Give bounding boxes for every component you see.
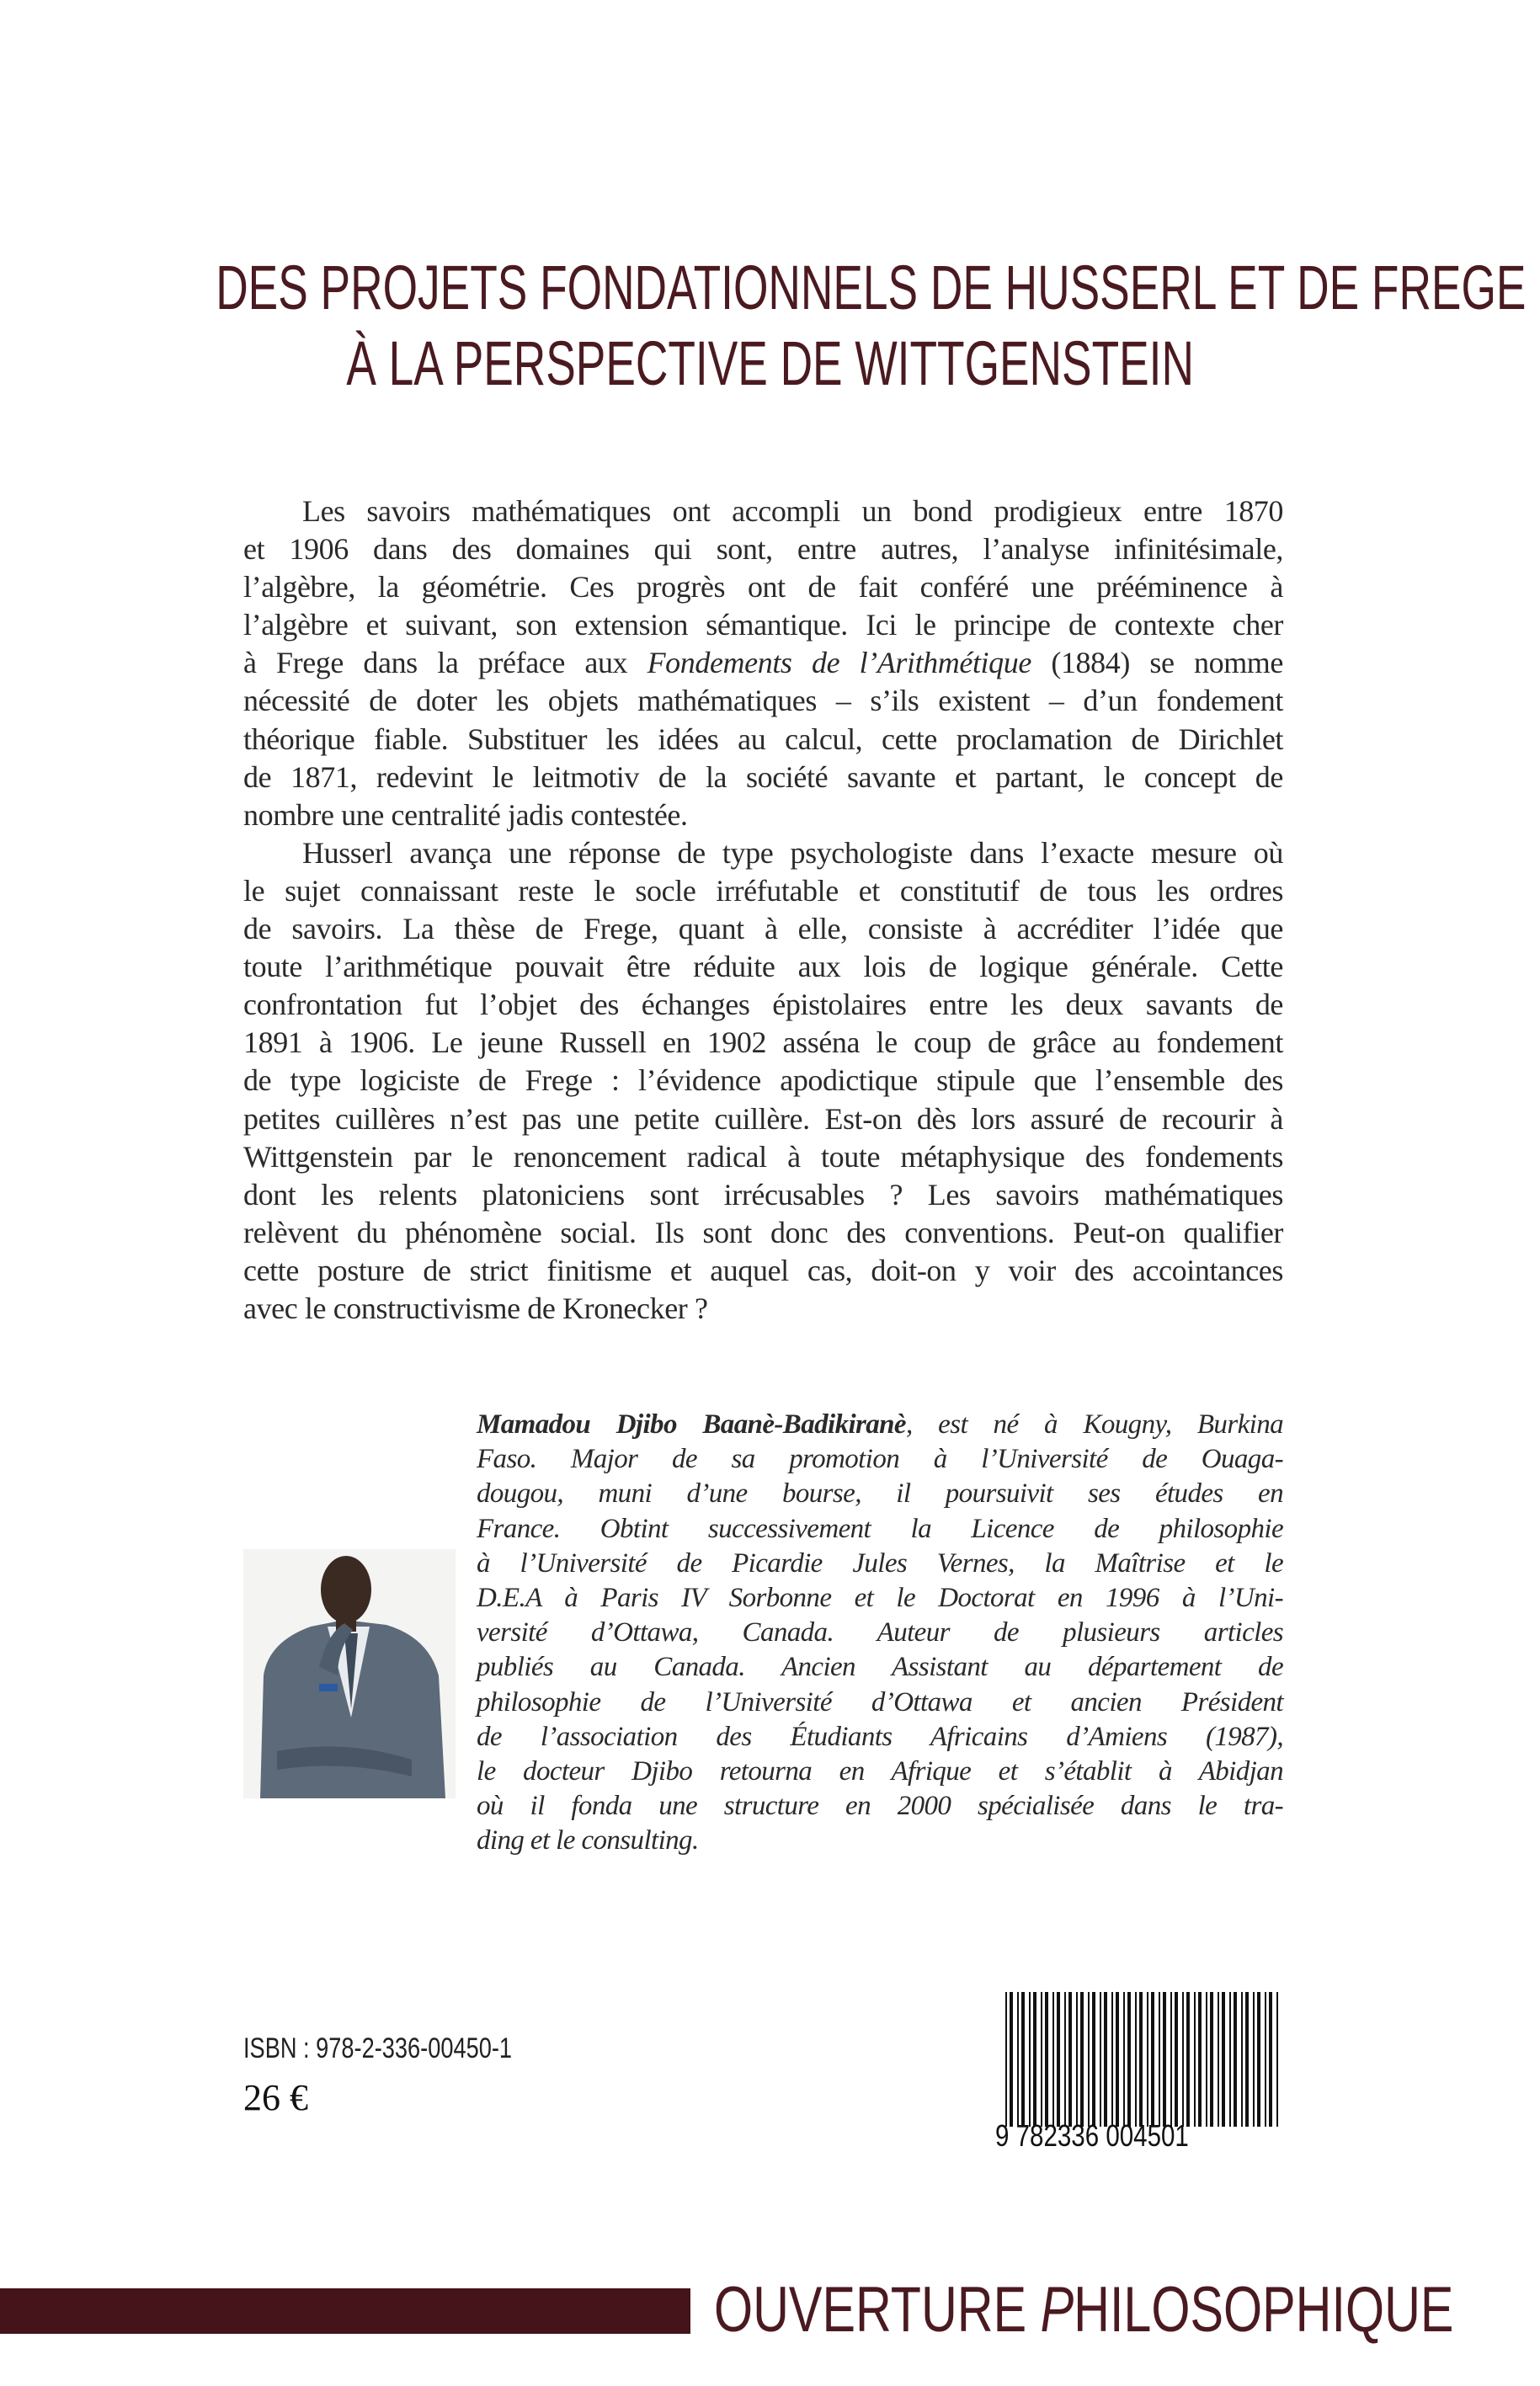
barcode-bar <box>1005 1992 1007 2127</box>
text-line: Les savoirs mathématiques ont accompli un bond prodigieux entre 1870 <box>302 494 1283 528</box>
text-line: avec le constructivisme de Kronecker ? <box>243 1291 708 1325</box>
barcode-bar <box>1010 1992 1013 2127</box>
text-line: où il fonda une structure en 2000 spécialisée dans le tra- <box>477 1791 1283 1822</box>
barcode-bar <box>1151 1992 1154 2127</box>
author-bio <box>477 1408 1283 1858</box>
barcode-bar <box>1269 1992 1272 2127</box>
text-line: cette posture de strict finitisme et auquel cas, doit-on y voir des accointances <box>243 1253 1283 1287</box>
text-line <box>243 644 1283 682</box>
text-line: petites cuillères n’est pas une petite cuillère. Est-on dès lors assuré de recourir à <box>243 1101 1283 1136</box>
text-line: relèvent du phénomène social. Ils sont donc des conventions. Peut-on qualifier <box>243 1215 1283 1249</box>
barcode-bar <box>1080 1992 1084 2127</box>
text-line: l’algèbre, la géométrie. Ces progrès ont de fait conféré une prééminence à <box>243 570 1283 604</box>
barcode-bar <box>1068 1992 1072 2127</box>
barcode-bar <box>1206 1992 1207 2127</box>
text-line: le docteur Djibo retourna en Afrique et s’établit à Abidjan <box>477 1755 1283 1787</box>
barcode-bar <box>1253 1992 1255 2127</box>
barcode-bar <box>1116 1992 1119 2127</box>
author-name: Mamadou Djibo Baanè-Badikiranè <box>477 1409 906 1440</box>
barcode-digits: 9 782336 004501 <box>995 2118 1189 2153</box>
barcode-bar <box>1123 1992 1125 2127</box>
barcode-bar <box>1127 1992 1131 2127</box>
barcode-bar <box>1104 1992 1107 2127</box>
text-line: de l’association des Étudiants Africains d’Amiens (1987), <box>477 1721 1283 1752</box>
barcode-bar <box>1139 1992 1143 2127</box>
text-line: nécessité de doter les objets mathématiques – s’ils existent – d’un fondement <box>243 684 1283 718</box>
title-line-1: DES PROJETS FONDATIONNELS DE HUSSERL ET DE FREGE <box>216 253 1527 322</box>
barcode-bar <box>1175 1992 1178 2127</box>
barcode-bar <box>1092 1992 1095 2127</box>
text-line: Faso. Major de sa promotion à l’Université de Ouaga- <box>477 1444 1283 1475</box>
barcode-bar <box>1017 1992 1019 2127</box>
barcode-bar <box>1064 1992 1066 2127</box>
barcode-bar <box>1033 1992 1036 2127</box>
barcode-bar <box>1229 1992 1231 2127</box>
barcode-bar <box>1057 1992 1060 2127</box>
barcode-bar <box>1100 1992 1101 2127</box>
barcode-bar <box>1186 1992 1190 2127</box>
text-line: D.E.A à Paris IV Sorbonne et le Doctorat en 1996 à l’Uni- <box>477 1582 1283 1613</box>
barcode-bar <box>1210 1992 1213 2127</box>
barcode <box>995 1992 1283 2153</box>
barcode-bar <box>1170 1992 1172 2127</box>
text-line: confrontation fut l’objet des échanges épistolaires entre les deux savants de <box>243 988 1283 1022</box>
text-line: de type logiciste de Frege : l’évidence apodictique stipule que l’ensemble des <box>243 1063 1283 1098</box>
text-line: France. Obtint successivement la Licence de philosophie <box>477 1513 1283 1544</box>
text-line: de savoirs. La thèse de Frege, quant à elle, consiste à accréditer l’idée que <box>243 912 1283 946</box>
text-line: Wittgenstein par le renoncement radical à toute métaphysique des fondements <box>243 1139 1283 1174</box>
barcode-bar <box>1029 1992 1031 2127</box>
barcode-bar <box>1265 1992 1266 2127</box>
text-line: à l’Université de Picardie Jules Vernes, la Maîtrise et le <box>477 1547 1283 1579</box>
barcode-bar <box>1159 1992 1160 2127</box>
text-line: publiés au Canada. Ancien Assistant au département de <box>477 1652 1283 1683</box>
barcode-bar <box>1257 1992 1260 2127</box>
bio-line: Mamadou Djibo Baanè-Badikiranè, est né à Kougny, Burkina <box>477 1409 1283 1440</box>
barcode-bar <box>1163 1992 1166 2127</box>
barcode-bar <box>1241 1992 1243 2127</box>
barcode-bar <box>1111 1992 1113 2127</box>
book-title: Fondements de l’Arithmétique <box>647 646 1031 680</box>
text-line: l’algèbre et suivant, son extension sémantique. Ici le principe de contexte cher <box>243 608 1283 642</box>
barcode-bar <box>1021 1992 1025 2127</box>
summary-text <box>243 493 1283 1328</box>
barcode-bar <box>1276 1992 1278 2127</box>
text-line: 1891 à 1906. Le jeune Russell en 1902 asséna le coup de grâce au fondement <box>243 1025 1283 1060</box>
text-span: (1884) se nomme <box>1031 646 1283 680</box>
text-line: le sujet connaissant reste le socle irréfutable et constitutif de tous les ordres <box>243 873 1283 908</box>
text-line: toute l’arithmétique pouvait être réduite aux lois de logique générale. Cette <box>243 950 1283 984</box>
barcode-bar <box>1088 1992 1090 2127</box>
summary-paragraph-2 <box>243 834 1283 1328</box>
barcode-bar <box>1198 1992 1202 2127</box>
author-photo <box>243 1549 456 1798</box>
barcode-bar <box>1041 1992 1042 2127</box>
barcode-bar <box>1222 1992 1225 2127</box>
text-line: philosophie de l’Université d’Ottawa et ancien Président <box>477 1686 1283 1718</box>
barcode-bar <box>1052 1992 1054 2127</box>
barcode-bar <box>1045 1992 1048 2127</box>
text-line: ding et le consulting. <box>477 1825 699 1856</box>
text-line: théorique fiable. Substituer les idées au calcul, cette proclamation de Dirichlet <box>243 722 1283 756</box>
title-line-2: À LA PERSPECTIVE DE WITTGENSTEIN <box>346 328 1194 398</box>
barcode-bar <box>1234 1992 1237 2127</box>
barcode-bar <box>1218 1992 1219 2127</box>
isbn: ISBN : 978-2-336-00450-1 <box>243 2032 513 2064</box>
series-name: OUVERTURE PHILOSOPHIQUE <box>714 2274 1454 2346</box>
text-line: de 1871, redevint le leitmotiv de la société savante et partant, le concept de <box>243 759 1283 794</box>
text-line: Husserl avança une réponse de type psychologiste dans l’exacte mesure où <box>302 835 1283 870</box>
text-line: nombre une centralité jadis contestée. <box>243 797 688 832</box>
text-line: et 1906 dans des domaines qui sont, entre autres, l’analyse infinitésimale, <box>243 532 1283 567</box>
series-band <box>0 2288 690 2334</box>
text-line: versité d’Ottawa, Canada. Auteur de plusieurs articles <box>477 1617 1283 1648</box>
text-line: dont les relents platoniciens sont irrécusables ? Les savoirs mathématiques <box>243 1177 1283 1212</box>
barcode-bar <box>1245 1992 1249 2127</box>
text-line: dougou, muni d’une bourse, il poursuivit ses études en <box>477 1478 1283 1510</box>
summary-paragraph-1 <box>243 493 1283 834</box>
barcode-bar <box>1135 1992 1137 2127</box>
barcode-bars <box>1005 1992 1283 2127</box>
barcode-bar <box>1182 1992 1184 2127</box>
text-span: à Frege dans la préface aux <box>243 646 647 680</box>
price: 26 € <box>243 2077 308 2118</box>
barcode-bar <box>1147 1992 1148 2127</box>
barcode-bar <box>1194 1992 1196 2127</box>
barcode-bar <box>1076 1992 1078 2127</box>
